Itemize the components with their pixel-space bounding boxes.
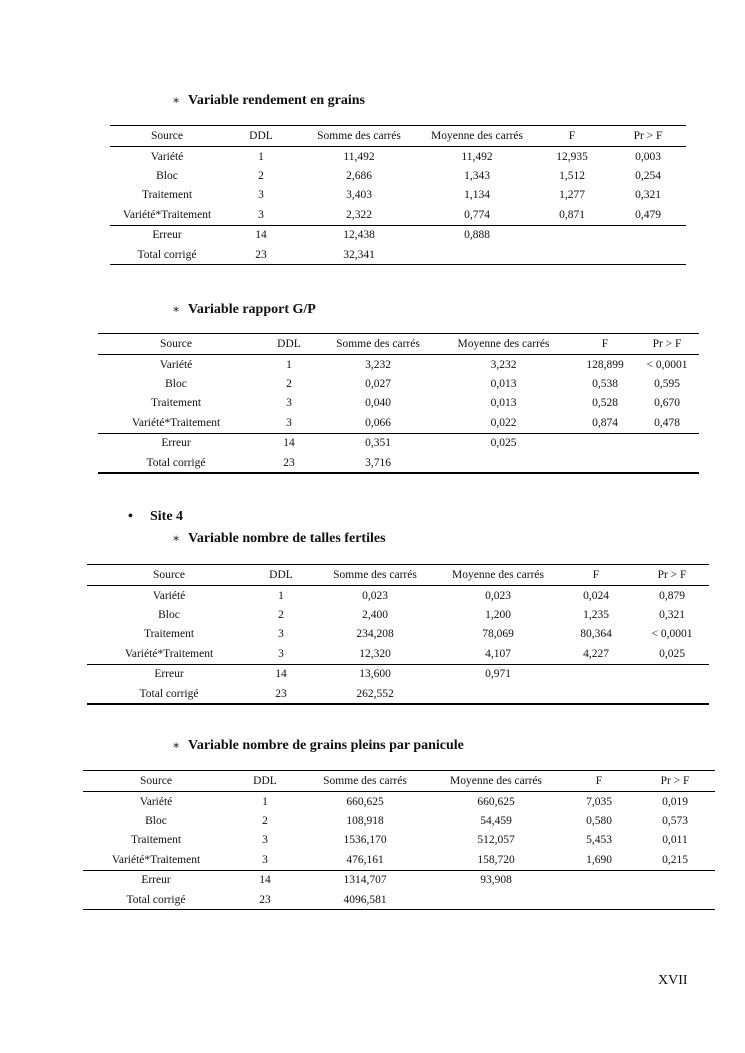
- table-cell: 512,057: [477, 834, 515, 847]
- column-header: Moyenne des carrés: [432, 334, 575, 355]
- table-cell: 0,024: [583, 589, 609, 602]
- table-cell: [635, 433, 699, 453]
- column-header: Source: [87, 565, 251, 586]
- table-cell: [557, 684, 635, 704]
- table-cell: 14: [254, 433, 324, 453]
- table-cell: 3,232: [490, 358, 517, 371]
- table-cell: Variété*Traitement: [131, 416, 221, 429]
- table-cell: 3: [278, 628, 284, 641]
- site-title: Site 4: [150, 509, 184, 524]
- column-header: Source: [98, 334, 254, 355]
- column-header: F: [557, 565, 635, 586]
- column-header: Pr > F: [610, 126, 686, 147]
- table-cell: 23: [254, 453, 324, 473]
- table-cell: 3,716: [324, 453, 432, 473]
- table-cell: 0,351: [324, 433, 432, 453]
- column-header: Somme des carrés: [301, 771, 429, 792]
- table-cell: 262,552: [311, 684, 439, 704]
- table-cell: < 0,0001: [651, 628, 693, 641]
- column-header: Pr > F: [635, 565, 709, 586]
- table-cell: [563, 890, 635, 910]
- table-cell: 0,670: [654, 397, 680, 410]
- column-header: F: [563, 771, 635, 792]
- table-header-row: [98, 334, 699, 355]
- table-cell: 3: [286, 416, 292, 429]
- column-header: Moyenne des carrés: [429, 771, 563, 792]
- table-cell: 0,003: [635, 150, 661, 163]
- table-cell: 476,161: [346, 853, 384, 866]
- column-header: DDL: [254, 334, 324, 355]
- page-number: XVII: [658, 973, 688, 988]
- table-row: [83, 890, 715, 910]
- table-cell: 158,720: [477, 853, 515, 866]
- table-4-heading: [172, 738, 464, 754]
- table-cell: 3: [262, 834, 268, 847]
- column-header: Somme des carrés: [298, 126, 420, 147]
- table-cell: 4,107: [485, 647, 511, 660]
- table-cell: Variété*Traitement: [111, 853, 201, 866]
- column-header: DDL: [251, 565, 311, 586]
- table-cell: 23: [229, 890, 301, 910]
- table-cell: 1,200: [485, 609, 511, 622]
- table-cell: 0,538: [592, 378, 618, 391]
- table-cell: 0,022: [490, 416, 517, 429]
- table-cell: 1: [258, 150, 264, 163]
- table-cell: Traitement: [143, 628, 195, 641]
- table-row: [83, 792, 715, 812]
- table-cell: [610, 245, 686, 265]
- table-cell: Total corrigé: [110, 245, 224, 265]
- table-cell: Bloc: [156, 170, 178, 183]
- table-cell: Variété*Traitement: [122, 208, 212, 221]
- table-row: [110, 205, 686, 225]
- table-cell: Bloc: [165, 378, 187, 391]
- bullet-icon: •: [128, 509, 133, 524]
- table-cell: 1,134: [464, 189, 490, 202]
- table-cell: Variété: [159, 358, 193, 371]
- table-cell: 0,888: [420, 225, 534, 245]
- table-1-heading: [172, 93, 365, 109]
- star-icon: ∗: [172, 93, 181, 107]
- table-cell: [635, 890, 715, 910]
- table-cell: 12,438: [298, 225, 420, 245]
- column-header: Somme des carrés: [324, 334, 432, 355]
- table-cell: 11,492: [343, 150, 375, 163]
- table-2-heading: [172, 302, 316, 318]
- table-cell: [610, 225, 686, 245]
- table-cell: Variété: [150, 150, 184, 163]
- table-cell: 1,235: [583, 609, 609, 622]
- table-row: [98, 374, 699, 393]
- table-row: [87, 586, 709, 606]
- table-cell: 0,066: [365, 416, 391, 429]
- table-cell: [439, 684, 557, 704]
- table-cell: 108,918: [346, 815, 384, 828]
- table-cell: 0,528: [592, 397, 618, 410]
- table-cell: 0,215: [662, 853, 688, 866]
- table-cell: 3: [278, 647, 284, 660]
- table-cell: 4,227: [583, 647, 609, 660]
- table-cell: 1,343: [464, 170, 490, 183]
- table-cell: 11,492: [461, 150, 493, 163]
- table-cell: 1: [262, 795, 268, 808]
- table-cell: 0,023: [485, 589, 511, 602]
- table-cell: 0,971: [439, 664, 557, 684]
- table-cell: 2,686: [346, 170, 372, 183]
- table-cell: [534, 225, 610, 245]
- table-cell: 2: [262, 815, 268, 828]
- table-cell: Traitement: [141, 189, 193, 202]
- table-cell: Total corrigé: [83, 890, 229, 910]
- table-cell: 0,011: [662, 834, 688, 847]
- table-cell: [429, 890, 563, 910]
- table-cell: 0,013: [490, 378, 517, 391]
- table-cell: < 0,0001: [646, 358, 688, 371]
- table-3-heading: [172, 531, 386, 547]
- table-cell: 0,025: [432, 433, 575, 453]
- table-cell: 0,478: [654, 416, 680, 429]
- table-cell: Erreur: [83, 870, 229, 890]
- table-cell: 2: [258, 170, 264, 183]
- table-2-title: Variable rapport G/P: [188, 302, 316, 317]
- table-row: [110, 225, 686, 245]
- table-cell: 0,027: [365, 378, 391, 391]
- table-row: [83, 870, 715, 890]
- anova-table-3: [87, 564, 709, 705]
- table-cell: 0,580: [586, 815, 612, 828]
- table-cell: 0,321: [635, 189, 661, 202]
- table-header-row: [83, 771, 715, 792]
- table-row: [110, 245, 686, 265]
- table-cell: Total corrigé: [98, 453, 254, 473]
- column-header: Pr > F: [635, 334, 699, 355]
- table-cell: 0,254: [635, 170, 661, 183]
- table-cell: 4096,581: [301, 890, 429, 910]
- table-cell: 0,321: [659, 609, 685, 622]
- table-row: [87, 684, 709, 704]
- table-row: [87, 625, 709, 644]
- table-cell: Variété*Traitement: [124, 647, 214, 660]
- table-cell: [432, 453, 575, 473]
- table-cell: 23: [224, 245, 298, 265]
- table-header-row: [87, 565, 709, 586]
- column-header: Somme des carrés: [311, 565, 439, 586]
- column-header: Source: [83, 771, 229, 792]
- table-row: [98, 433, 699, 453]
- table-cell: [420, 245, 534, 265]
- table-cell: Erreur: [110, 225, 224, 245]
- table-cell: 660,625: [477, 795, 515, 808]
- table-cell: 128,899: [586, 358, 624, 371]
- star-icon: ∗: [172, 302, 181, 316]
- table-cell: 0,774: [464, 208, 490, 221]
- table-row: [83, 850, 715, 870]
- table-cell: 3,232: [365, 358, 391, 371]
- column-header: DDL: [229, 771, 301, 792]
- table-cell: 0,040: [365, 397, 391, 410]
- table-cell: 14: [251, 664, 311, 684]
- table-cell: 0,019: [662, 795, 688, 808]
- table-cell: 1,690: [586, 853, 612, 866]
- table-cell: Bloc: [145, 815, 167, 828]
- table-header-row: [110, 126, 686, 147]
- table-cell: 0,479: [635, 208, 661, 221]
- table-cell: 2,322: [346, 208, 372, 221]
- table-cell: 1: [278, 589, 284, 602]
- table-cell: [557, 664, 635, 684]
- table-row: [98, 453, 699, 473]
- table-cell: 14: [224, 225, 298, 245]
- table-cell: 7,035: [586, 795, 612, 808]
- table-cell: Erreur: [87, 664, 251, 684]
- column-header: Source: [110, 126, 224, 147]
- table-cell: Bloc: [158, 609, 180, 622]
- table-cell: Traitement: [150, 397, 202, 410]
- table-cell: [635, 453, 699, 473]
- table-cell: Total corrigé: [87, 684, 251, 704]
- table-cell: 3: [258, 189, 264, 202]
- table-cell: 0,595: [654, 378, 680, 391]
- table-cell: 0,023: [362, 589, 388, 602]
- table-cell: [563, 870, 635, 890]
- table-cell: [635, 664, 709, 684]
- table-3-title: Variable nombre de talles fertiles: [188, 531, 386, 546]
- table-cell: 0,871: [559, 208, 585, 221]
- table-cell: Erreur: [98, 433, 254, 453]
- table-cell: 32,341: [298, 245, 420, 265]
- anova-table-2: [98, 333, 699, 474]
- table-cell: 13,600: [311, 664, 439, 684]
- star-icon: ∗: [172, 531, 181, 545]
- table-cell: 0,874: [592, 416, 618, 429]
- table-cell: 1536,170: [343, 834, 387, 847]
- column-header: Moyenne des carrés: [439, 565, 557, 586]
- column-header: F: [534, 126, 610, 147]
- table-cell: 1314,707: [301, 870, 429, 890]
- table-cell: Variété: [152, 589, 186, 602]
- column-header: Moyenne des carrés: [420, 126, 534, 147]
- table-cell: 3: [258, 208, 264, 221]
- table-cell: 14: [229, 870, 301, 890]
- table-cell: 1,277: [559, 189, 585, 202]
- table-cell: 1: [286, 358, 292, 371]
- table-cell: 54,459: [480, 815, 512, 828]
- table-cell: 3,403: [346, 189, 372, 202]
- table-cell: [534, 245, 610, 265]
- table-row: [87, 605, 709, 624]
- table-cell: 2,400: [362, 609, 388, 622]
- table-row: [98, 355, 699, 375]
- table-cell: 93,908: [429, 870, 563, 890]
- table-1-title: Variable rendement en grains: [188, 93, 365, 108]
- anova-table-1: [110, 125, 686, 265]
- table-row: [110, 186, 686, 205]
- table-cell: 78,069: [482, 628, 514, 641]
- anova-table-4: [83, 770, 715, 910]
- table-cell: Variété: [139, 795, 173, 808]
- table-row: [83, 811, 715, 830]
- table-cell: 234,208: [356, 628, 394, 641]
- table-cell: 3: [262, 853, 268, 866]
- table-row: [110, 166, 686, 185]
- column-header: Pr > F: [635, 771, 715, 792]
- table-cell: 2: [278, 609, 284, 622]
- table-cell: [575, 433, 635, 453]
- table-cell: 12,935: [556, 150, 588, 163]
- table-cell: 1,512: [559, 170, 585, 183]
- table-cell: 80,364: [580, 628, 612, 641]
- table-cell: 5,453: [586, 834, 612, 847]
- table-4-title: Variable nombre de grains pleins par panicule: [188, 738, 464, 753]
- star-icon: ∗: [172, 738, 181, 752]
- table-row: [110, 147, 686, 167]
- table-cell: 2: [286, 378, 292, 391]
- table-row: [98, 394, 699, 413]
- table-cell: [635, 684, 709, 704]
- column-header: F: [575, 334, 635, 355]
- table-row: [98, 413, 699, 433]
- table-cell: 0,025: [659, 647, 685, 660]
- table-cell: 0,879: [659, 589, 685, 602]
- table-cell: 3: [286, 397, 292, 410]
- table-cell: 0,013: [490, 397, 517, 410]
- table-cell: 23: [251, 684, 311, 704]
- table-cell: Traitement: [130, 834, 182, 847]
- table-row: [83, 831, 715, 850]
- site-heading: [128, 509, 183, 525]
- table-row: [87, 664, 709, 684]
- table-cell: 0,573: [662, 815, 688, 828]
- table-cell: 12,320: [359, 647, 391, 660]
- table-cell: [575, 453, 635, 473]
- table-row: [87, 644, 709, 664]
- table-cell: 660,625: [346, 795, 384, 808]
- table-cell: [635, 870, 715, 890]
- column-header: DDL: [224, 126, 298, 147]
